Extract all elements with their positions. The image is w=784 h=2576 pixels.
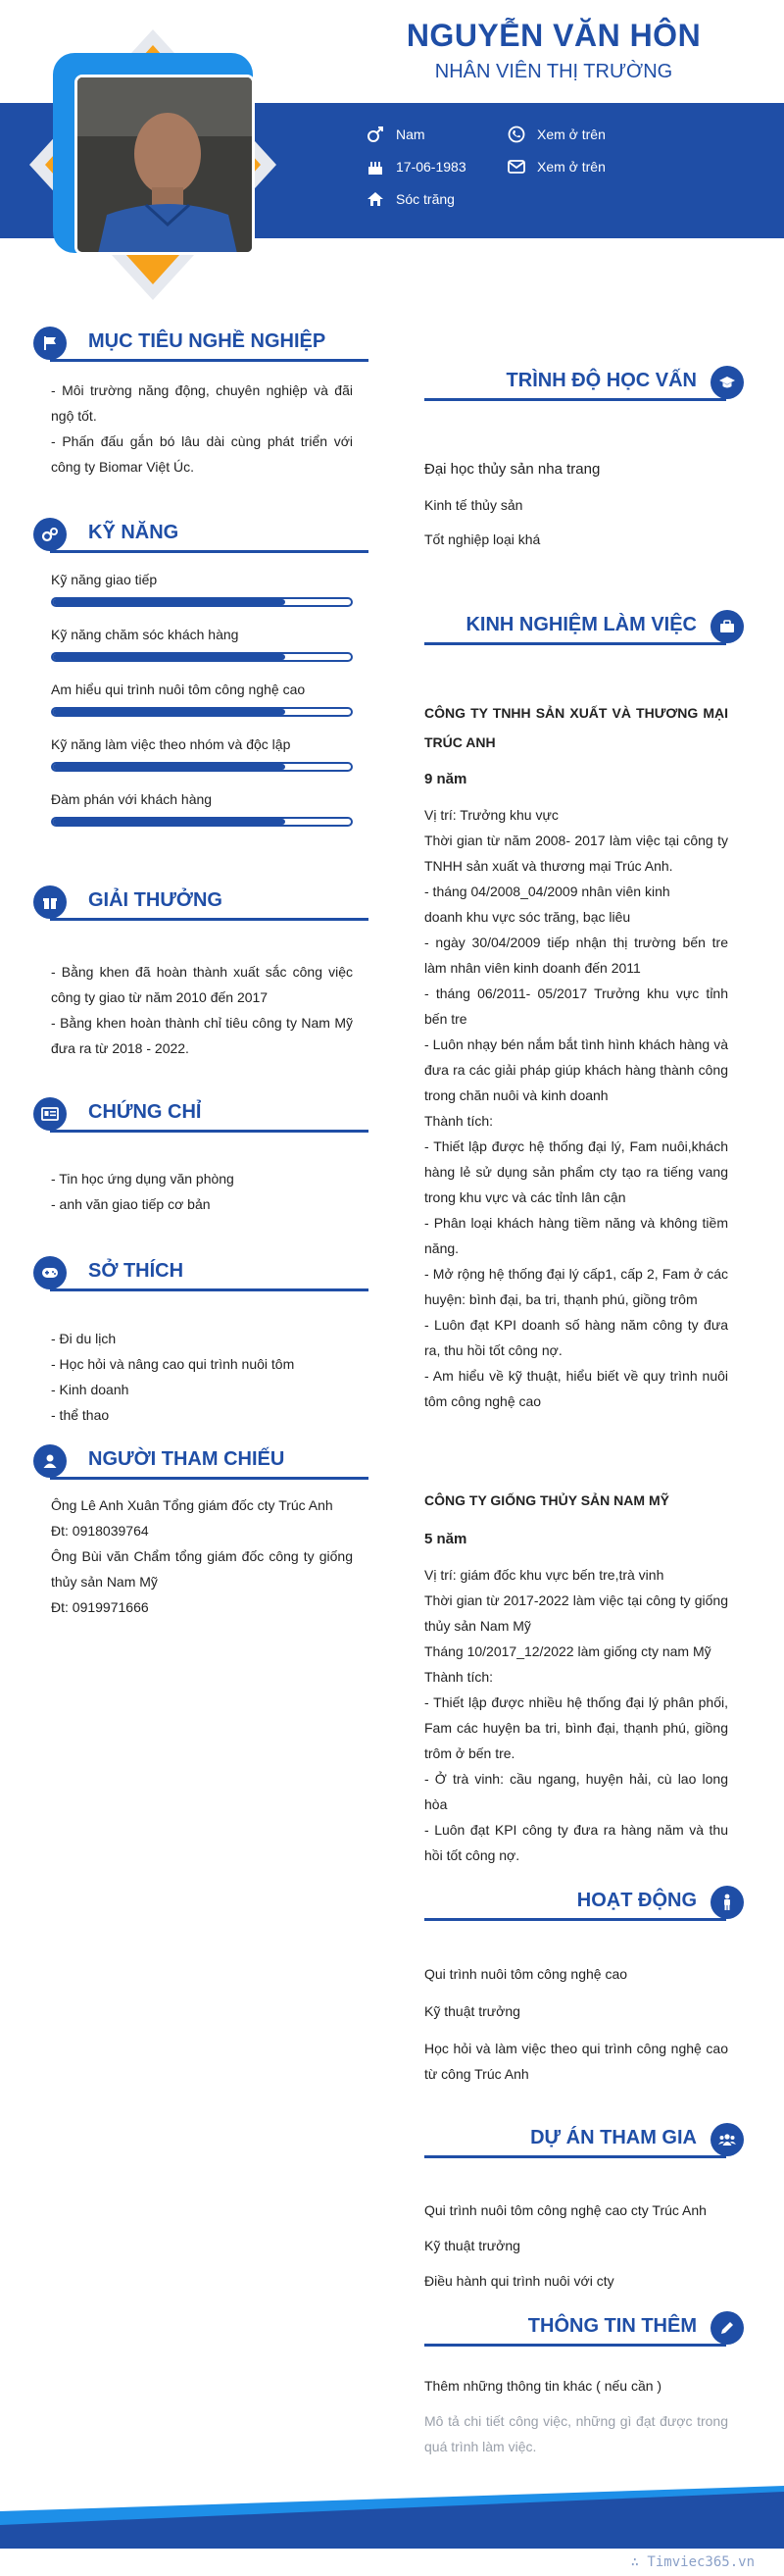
phone-value: Xem ở trên bbox=[537, 126, 606, 142]
certificate-icon bbox=[33, 1097, 67, 1131]
more-info-title: THÔNG TIN THÊM bbox=[527, 2315, 697, 2337]
job-line: - tháng 06/2011- 05/2017 Trưởng khu vực tỉnh bến tre bbox=[424, 985, 728, 1027]
skill-bar bbox=[51, 597, 353, 607]
candidate-name: NGUYỄN VĂN HÔN bbox=[406, 18, 702, 53]
job-duration: 5 năm bbox=[424, 1531, 467, 1547]
objective-line: - Phấn đấu gắn bó lâu dài cùng phát triển với công ty Biomar Việt Úc. bbox=[51, 433, 353, 475]
job-details bbox=[424, 802, 728, 1414]
job-line: - Luôn đạt KPI doanh số hàng năm công ty đưa ra, thu hồi tốt công nợ. bbox=[424, 1317, 728, 1358]
job-line: Thời gian từ năm 2008- 2017 làm việc tại công ty TNHH sản xuất và thương mại Trúc Anh. bbox=[424, 833, 728, 874]
address-row bbox=[365, 190, 455, 208]
skill-label: Am hiểu qui trình nuôi tôm công nghệ cao bbox=[51, 682, 306, 697]
address-value: Sóc trăng bbox=[396, 191, 455, 207]
activities-text bbox=[424, 1961, 728, 2087]
hobbies-title: SỞ THÍCH bbox=[88, 1260, 184, 1282]
job-line: - Am hiểu về kỹ thuật, hiểu biết về quy trình nuôi tôm công nghệ cao bbox=[424, 1368, 728, 1409]
skill-label: Kỹ năng làm việc theo nhóm và độc lập bbox=[51, 736, 291, 752]
reference-line: Ông Lê Anh Xuân Tổng giám đốc cty Trúc Anh bbox=[51, 1497, 333, 1513]
phone-icon bbox=[506, 126, 527, 143]
job-line: - Thiết lập được nhiều hệ thống đại lý phân phối, Fam các huyện ba tri, bình đại, thạnh phú, giồng trôm ở bến tre. bbox=[424, 1694, 728, 1761]
references-title: NGƯỜI THAM CHIẾU bbox=[88, 1448, 285, 1470]
person-icon bbox=[33, 1444, 67, 1478]
phone-row bbox=[506, 126, 606, 143]
job-company: CÔNG TY TNHH SẢN XUẤT VÀ THƯƠNG MẠI TRÚC ANH bbox=[424, 705, 728, 750]
watermark: ∴ Timviec365.vn bbox=[630, 2554, 755, 2570]
birthday-cake-icon bbox=[365, 158, 386, 176]
experience-title: KINH NGHIỆM LÀM VIỆC bbox=[466, 614, 697, 635]
awards-header bbox=[33, 884, 368, 924]
skill-item bbox=[51, 682, 353, 717]
job-item bbox=[424, 1488, 728, 1868]
graduation-cap-icon bbox=[710, 366, 744, 399]
profile-photo bbox=[74, 75, 255, 255]
gender-icon bbox=[365, 126, 386, 143]
job-line: Vị trí: Trưởng khu vực bbox=[424, 807, 559, 823]
hobby-line: - Học hỏi và nâng cao qui trình nuôi tôm bbox=[51, 1356, 295, 1372]
job-title: NHÂN VIÊN THỊ TRƯỜNG bbox=[434, 61, 673, 82]
education-major: Kinh tế thủy sản bbox=[424, 497, 523, 513]
skill-bar bbox=[51, 762, 353, 772]
activities-header bbox=[424, 1885, 744, 1924]
education-school: Đại học thủy sản nha trang bbox=[424, 461, 601, 478]
job-line: Thành tích: bbox=[424, 1113, 494, 1129]
education-text bbox=[424, 456, 728, 552]
award-line: - Bằng khen đã hoàn thành xuất sắc công việc công ty giao từ năm 2010 đến 2017 bbox=[51, 964, 353, 1005]
skill-bar-fill bbox=[53, 599, 285, 605]
reference-line: Đt: 0919971666 bbox=[51, 1599, 149, 1615]
job-item bbox=[424, 698, 728, 1414]
job-line: - ngày 30/04/2009 tiếp nhận thị trường bến tre làm nhân viên kinh doanh đến 2011 bbox=[424, 934, 728, 976]
envelope-icon bbox=[506, 158, 527, 176]
hobby-line: - Đi du lịch bbox=[51, 1331, 117, 1346]
experience-header bbox=[424, 609, 744, 648]
project-line: Qui trình nuôi tôm công nghệ cao cty Trúc Anh bbox=[424, 2202, 707, 2218]
projects-text bbox=[424, 2197, 728, 2294]
references-text bbox=[51, 1492, 353, 1620]
hobby-line: - Kinh doanh bbox=[51, 1382, 129, 1397]
activities-title: HOẠT ĐỘNG bbox=[576, 1890, 697, 1911]
job-line: - tháng 04/2008_04/2009 nhân viên kinh bbox=[424, 884, 670, 899]
gift-icon bbox=[33, 885, 67, 919]
more-info-text bbox=[424, 2373, 728, 2459]
job-line: - Mở rộng hệ thống đại lý cấp1, cấp 2, Fam ở các huyện: bình đại, ba tri, thạnh phú, giồng trôm bbox=[424, 1266, 728, 1307]
job-line: - Phân loại khách hàng tiềm năng và không tiềm năng. bbox=[424, 1215, 728, 1256]
gears-icon bbox=[33, 518, 67, 551]
activity-line: Kỹ thuật trưởng bbox=[424, 2003, 520, 2019]
pencil-icon bbox=[710, 2311, 744, 2345]
skills-header bbox=[33, 517, 368, 556]
project-line: Kỹ thuật trưởng bbox=[424, 2238, 520, 2253]
gamepad-icon bbox=[33, 1256, 67, 1289]
briefcase-icon bbox=[710, 610, 744, 643]
certificates-text bbox=[51, 1166, 353, 1217]
project-line: Điều hành qui trình nuôi với cty bbox=[424, 2273, 614, 2289]
birthday-value: 17-06-1983 bbox=[396, 159, 466, 175]
certificates-header bbox=[33, 1096, 368, 1136]
skill-label: Kỹ năng giao tiếp bbox=[51, 572, 158, 587]
email-row bbox=[506, 158, 606, 176]
awards-title: GIẢI THƯỞNG bbox=[88, 889, 222, 911]
award-line: - Bằng khen hoàn thành chỉ tiêu công ty Nam Mỹ đưa ra từ 2018 - 2022. bbox=[51, 1015, 353, 1056]
projects-title: DỰ ÁN THAM GIA bbox=[530, 2127, 697, 2148]
skill-item bbox=[51, 627, 353, 662]
gender-row bbox=[365, 126, 425, 143]
skill-bar bbox=[51, 652, 353, 662]
skill-bar bbox=[51, 707, 353, 717]
skill-item bbox=[51, 736, 353, 772]
awards-text bbox=[51, 959, 353, 1061]
job-company: CÔNG TY GIỐNG THỦY SẢN NAM MỸ bbox=[424, 1492, 669, 1508]
gender-value: Nam bbox=[396, 126, 425, 142]
more-info-line: Thêm những thông tin khác ( nếu cần ) bbox=[424, 2378, 662, 2394]
education-grade: Tốt nghiệp loại khá bbox=[424, 531, 541, 547]
job-line: - Ở trà vinh: cầu ngang, huyện hải, cù lao long hòa bbox=[424, 1771, 728, 1812]
reference-line: Đt: 0918039764 bbox=[51, 1523, 149, 1539]
job-line: Tháng 10/2017_12/2022 làm giống cty nam Mỹ bbox=[424, 1643, 711, 1659]
reference-line: Ông Bùi văn Chẩm tổng giám đốc công ty giống thủy sản Nam Mỹ bbox=[51, 1548, 353, 1590]
skills-title: KỸ NĂNG bbox=[88, 522, 179, 543]
email-value: Xem ở trên bbox=[537, 159, 606, 175]
skill-label: Đàm phán với khách hàng bbox=[51, 791, 213, 807]
references-header bbox=[33, 1443, 368, 1483]
job-line: doanh khu vực sóc trăng, bạc liêu bbox=[424, 909, 631, 925]
objective-title: MỤC TIÊU NGHỀ NGHIỆP bbox=[88, 330, 326, 352]
skill-bar bbox=[51, 817, 353, 827]
skill-bar-fill bbox=[53, 764, 285, 770]
skill-label: Kỹ năng chăm sóc khách hàng bbox=[51, 627, 239, 642]
skill-bar-fill bbox=[53, 819, 285, 825]
flag-icon bbox=[33, 327, 67, 360]
objective-line: - Môi trường năng động, chuyên nghiệp và đãi ngộ tốt. bbox=[51, 382, 353, 424]
job-line: Thành tích: bbox=[424, 1669, 494, 1685]
more-info-header bbox=[424, 2310, 744, 2349]
job-line: - Thiết lập được hệ thống đại lý, Fam nuôi,khách hàng lẻ sử dụng sản phẩm cty tạo ra tiếng vang trong khu vực và các tỉnh lân cận bbox=[424, 1138, 728, 1205]
job-duration: 9 năm bbox=[424, 771, 467, 787]
activity-line: Qui trình nuôi tôm công nghệ cao bbox=[424, 1966, 628, 1982]
skill-bar-fill bbox=[53, 654, 285, 660]
objective-header bbox=[33, 326, 368, 365]
skill-item bbox=[51, 791, 353, 827]
skill-bar-fill bbox=[53, 709, 285, 715]
certificate-line: - Tin học ứng dụng văn phòng bbox=[51, 1171, 234, 1187]
job-line: - Luôn nhạy bén nắm bắt tình hình khách hàng và đưa ra các giải pháp giúp khách hàng thành công trong chăn nuôi và kinh doanh bbox=[424, 1036, 728, 1103]
projects-header bbox=[424, 2122, 744, 2161]
job-line: - Luôn đạt KPI công ty đưa ra hàng năm và thu hồi tốt công nợ. bbox=[424, 1822, 728, 1863]
avatar bbox=[27, 27, 278, 302]
certificate-line: - anh văn giao tiếp cơ bản bbox=[51, 1196, 211, 1212]
users-group-icon bbox=[710, 2123, 744, 2156]
hobby-line: - thể thao bbox=[51, 1407, 110, 1423]
person-standing-icon bbox=[710, 1886, 744, 1919]
activity-line: Học hỏi và làm việc theo qui trình công nghệ cao từ công Trúc Anh bbox=[424, 2041, 728, 2082]
job-line: Thời gian từ 2017-2022 làm việc tại công ty giống thủy sản Nam Mỹ bbox=[424, 1592, 728, 1634]
hobbies-text bbox=[51, 1326, 353, 1428]
education-title: TRÌNH ĐỘ HỌC VẤN bbox=[506, 370, 697, 391]
home-icon bbox=[365, 190, 386, 208]
skill-item bbox=[51, 572, 353, 607]
birthday-row bbox=[365, 158, 466, 176]
objective-text bbox=[51, 378, 353, 480]
hobbies-header bbox=[33, 1255, 368, 1294]
job-line: Vị trí: giám đốc khu vực bến tre,trà vinh bbox=[424, 1567, 664, 1583]
education-header bbox=[424, 365, 744, 404]
certificates-title: CHỨNG CHỈ bbox=[88, 1101, 202, 1123]
job-details bbox=[424, 1562, 728, 1868]
more-info-placeholder: Mô tả chi tiết công việc, những gì đạt được trong quá trình làm việc. bbox=[424, 2413, 728, 2454]
